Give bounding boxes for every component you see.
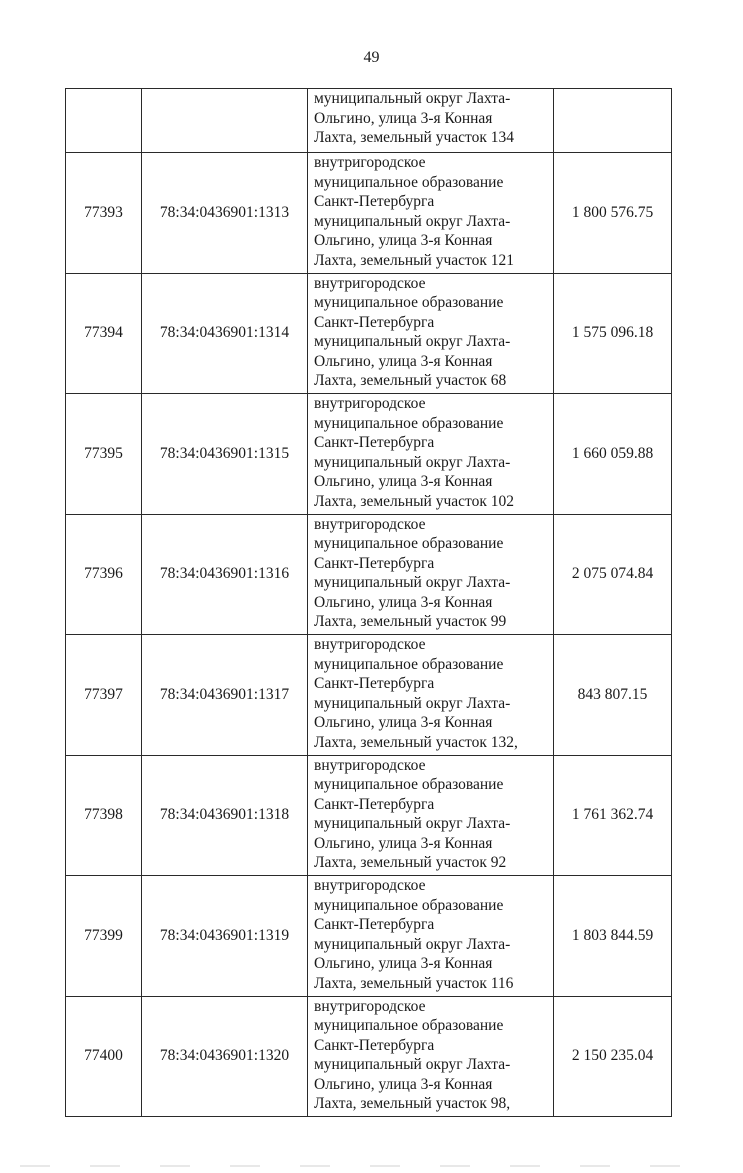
- cadastral-number-cell: 78:34:0436901:1315: [142, 394, 308, 515]
- cadastral-value-cell: 1 800 576.75: [554, 153, 672, 274]
- address-cell: внутригородское муниципальное образование Санкт-Петербурга муниципальный округ Лахта- Ольгино, улица 3-я Конная Лахта, земельный участок 132,: [308, 635, 554, 756]
- address-cell: внутригородское муниципальное образование Санкт-Петербурга муниципальный округ Лахта- Ольгино, улица 3-я Конная Лахта, земельный участок 99: [308, 514, 554, 635]
- land-registry-table: [65, 88, 672, 1117]
- scan-edge-artifact: [20, 1165, 720, 1167]
- row-number-cell: [66, 89, 142, 153]
- cadastral-value-cell: 1 660 059.88: [554, 394, 672, 515]
- table-row: [66, 755, 672, 876]
- cadastral-value-cell: 1 761 362.74: [554, 755, 672, 876]
- table-row: [66, 273, 672, 394]
- cadastral-value-cell: 1 803 844.59: [554, 876, 672, 997]
- address-cell: внутригородское муниципальное образование Санкт-Петербурга муниципальный округ Лахта- Ольгино, улица 3-я Конная Лахта, земельный участок 116: [308, 876, 554, 997]
- address-cell: муниципальный округ Лахта- Ольгино, улица 3-я Конная Лахта, земельный участок 134: [308, 89, 554, 153]
- cadastral-number-cell: 78:34:0436901:1313: [142, 153, 308, 274]
- row-number-cell: 77394: [66, 273, 142, 394]
- cadastral-value-cell: 2 150 235.04: [554, 996, 672, 1117]
- cadastral-number-cell: 78:34:0436901:1319: [142, 876, 308, 997]
- cadastral-value-cell: 1 575 096.18: [554, 273, 672, 394]
- address-cell: внутригородское муниципальное образование Санкт-Петербурга муниципальный округ Лахта- Ольгино, улица 3-я Конная Лахта, земельный участок 102: [308, 394, 554, 515]
- row-number-cell: 77398: [66, 755, 142, 876]
- table-row: [66, 514, 672, 635]
- row-number-cell: 77396: [66, 514, 142, 635]
- row-number-cell: 77393: [66, 153, 142, 274]
- table-row: [66, 89, 672, 153]
- address-cell: внутригородское муниципальное образование Санкт-Петербурга муниципальный округ Лахта- Ольгино, улица 3-я Конная Лахта, земельный участок 121: [308, 153, 554, 274]
- table-row: [66, 996, 672, 1117]
- cadastral-number-cell: 78:34:0436901:1314: [142, 273, 308, 394]
- row-number-cell: 77397: [66, 635, 142, 756]
- table-row: [66, 635, 672, 756]
- table-row: [66, 153, 672, 274]
- address-cell: внутригородское муниципальное образование Санкт-Петербурга муниципальный округ Лахта- Ольгино, улица 3-я Конная Лахта, земельный участок 92: [308, 755, 554, 876]
- table-row: [66, 394, 672, 515]
- cadastral-number-cell: 78:34:0436901:1317: [142, 635, 308, 756]
- cadastral-number-cell: 78:34:0436901:1320: [142, 996, 308, 1117]
- row-number-cell: 77395: [66, 394, 142, 515]
- row-number-cell: 77400: [66, 996, 142, 1117]
- cadastral-number-cell: 78:34:0436901:1318: [142, 755, 308, 876]
- row-number-cell: 77399: [66, 876, 142, 997]
- table-row: [66, 876, 672, 997]
- cadastral-number-cell: [142, 89, 308, 153]
- table-body: [66, 89, 672, 1117]
- cadastral-value-cell: 843 807.15: [554, 635, 672, 756]
- page-number: 49: [363, 49, 380, 66]
- cadastral-number-cell: 78:34:0436901:1316: [142, 514, 308, 635]
- cadastral-value-cell: 2 075 074.84: [554, 514, 672, 635]
- address-cell: внутригородское муниципальное образование Санкт-Петербурга муниципальный округ Лахта- Ольгино, улица 3-я Конная Лахта, земельный участок 98,: [308, 996, 554, 1117]
- cadastral-value-cell: [554, 89, 672, 153]
- address-cell: внутригородское муниципальное образование Санкт-Петербурга муниципальный округ Лахта- Ольгино, улица 3-я Конная Лахта, земельный участок 68: [308, 273, 554, 394]
